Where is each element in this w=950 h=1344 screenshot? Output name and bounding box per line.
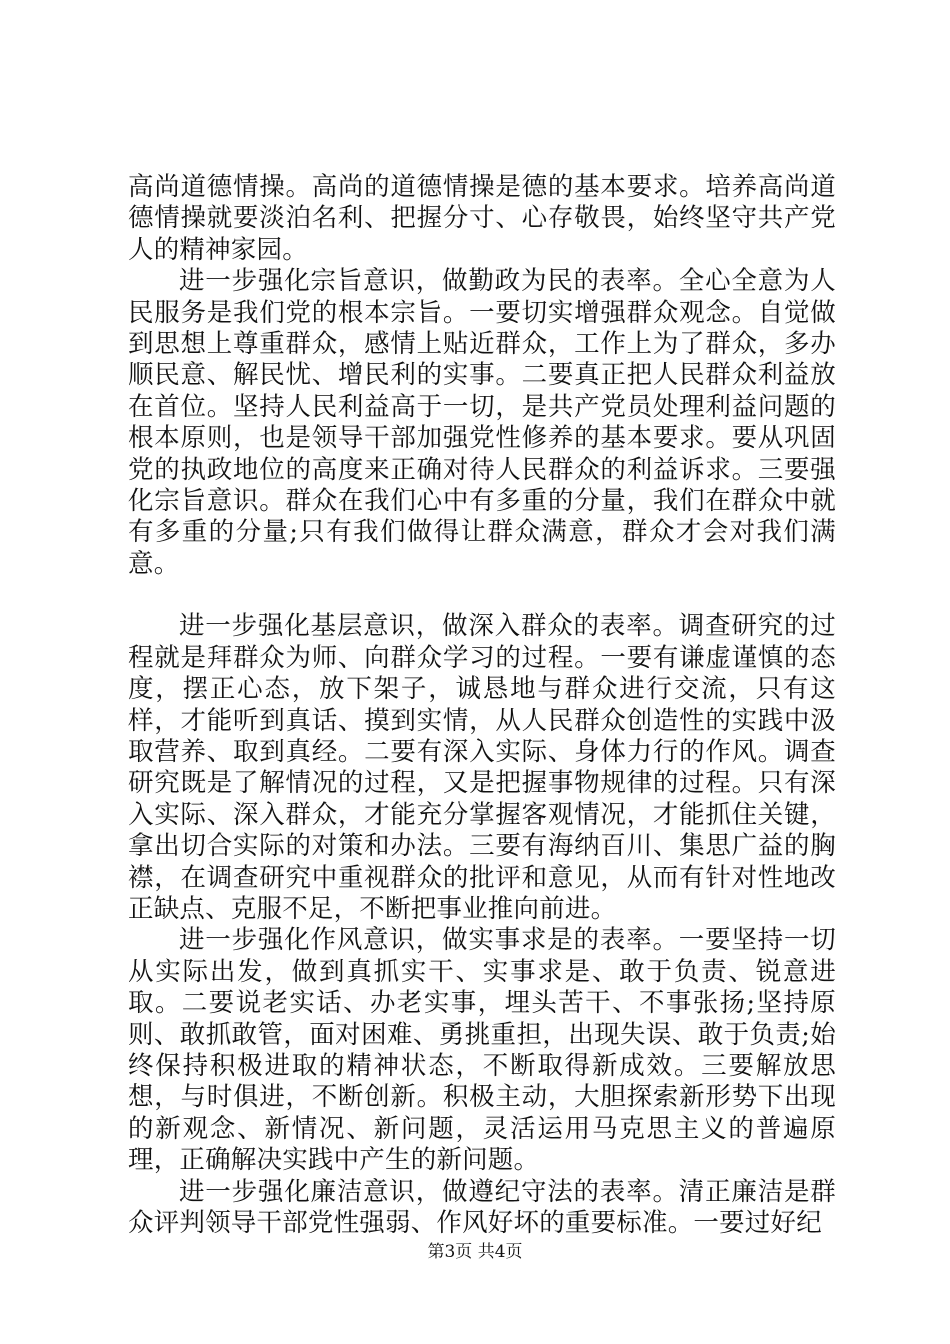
- paragraph-3: 进一步强化基层意识，做深入群众的表率。调查研究的过程就是拜群众为师、向群众学习的过程。一要有谦虚谨慎的态度，摆正心态，放下架子，诚恳地与群众进行交流，只有这样，才能听到真话、摸到实情，从人民群众创造性的实践中汲取营养、取到真经。二要有深入实际、身体力行的作风。调查研究既是了解情况的过程，又是把握事物规律的过程。只有深入实际、深入群众，才能充分掌握客观情况，才能抓住关键，拿出切合实际的对策和办法。三要有海纳百川、集思广益的胸襟，在调查研究中重视群众的批评和意见，从而有针对性地改正缺点、克服不足，不断把事业推向前进。: [128, 611, 836, 924]
- paragraph-5: 进一步强化廉洁意识，做遵纪守法的表率。清正廉洁是群众评判领导干部党性强弱、作风好坏的重要标准。一要过好纪: [128, 1176, 836, 1238]
- paragraph-4: 进一步强化作风意识，做实事求是的表率。一要坚持一切从实际出发，做到真抓实干、实事求是、敢于负责、锐意进取。二要说老实话、办老实事，埋头苦干、不事张扬;坚持原则、敢抓敢管，面对困难、勇挑重担，出现失误、敢于负责;始终保持积极进取的精神状态，不断取得新成效。三要解放思想，与时俱进，不断创新。积极主动，大胆探索新形势下出现的新观念、新情况、新问题，灵活运用马克思主义的普遍原理，正确解决实践中产生的新问题。: [128, 925, 836, 1176]
- paragraph-1: 高尚道德情操。高尚的道德情操是德的基本要求。培养高尚道德情操就要淡泊名利、把握分寸、心存敬畏，始终坚守共产党人的精神家园。: [128, 172, 836, 265]
- page-number-footer: 第3页 共4页: [427, 1242, 523, 1262]
- paragraph-2: 进一步强化宗旨意识，做勤政为民的表率。全心全意为人民服务是我们党的根本宗旨。一要切实增强群众观念。自觉做到思想上尊重群众，感情上贴近群众，工作上为了群众，多办顺民意、解民忧、增民利的实事。二要真正把人民群众利益放在首位。坚持人民利益高于一切，是共产党员处理利益问题的根本原则，也是领导干部加强党性修养的基本要求。要从巩固党的执政地位的高度来正确对待人民群众的利益诉求。三要强化宗旨意识。群众在我们心中有多重的分量，我们在群众中就有多重的分量;只有我们做得让群众满意，群众才会对我们满意。: [128, 266, 836, 579]
- document-body: [128, 172, 836, 1239]
